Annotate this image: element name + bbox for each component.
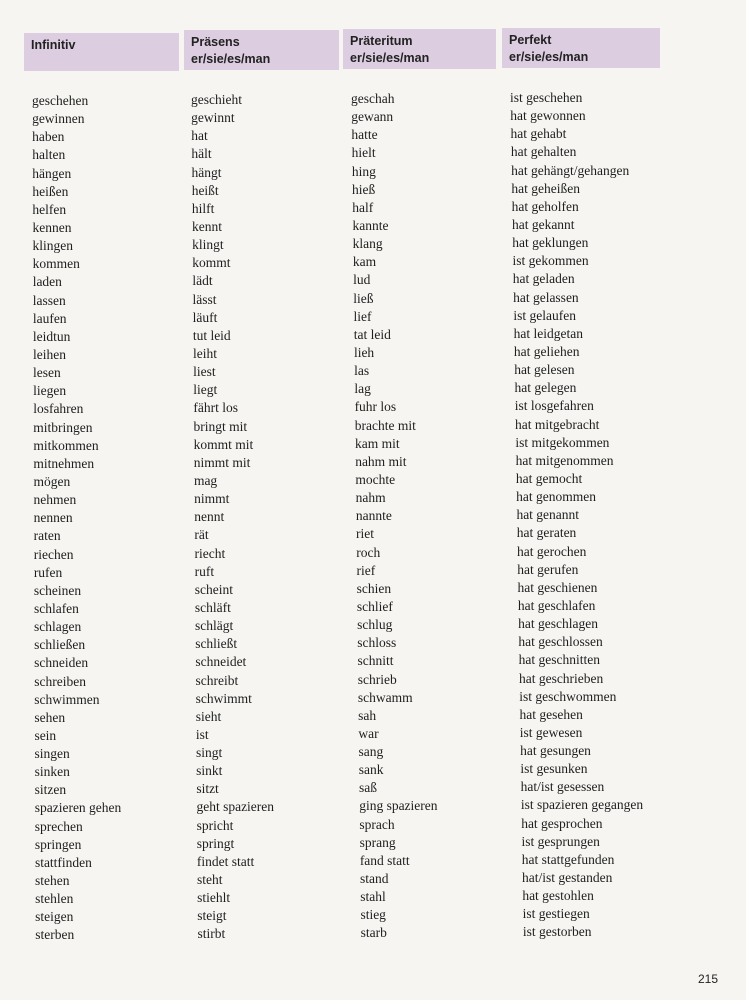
verb-praeteritum-cell: schlief (356, 598, 393, 614)
verb-perfekt-cell: hat geklungen (512, 235, 589, 251)
verb-perfekt-cell: hat gekannt (511, 216, 575, 232)
verb-perfekt-cell: hat stattgefunden (521, 851, 615, 867)
verb-praesens-cell: hält (191, 146, 212, 162)
verb-praeteritum-cell: klang (352, 236, 383, 252)
verb-praeteritum-cell: brachte mit (354, 417, 416, 433)
verb-praeteritum-cell: schlug (357, 617, 393, 633)
verb-infinitiv-cell: spazieren gehen (34, 800, 122, 816)
verb-praeteritum-cell: nahm mit (355, 453, 407, 469)
verb-infinitiv-cell: schneiden (34, 655, 89, 671)
verb-infinitiv-cell: geschehen (32, 93, 89, 108)
verb-perfekt-cell: hat gelegen (514, 380, 577, 396)
header-praesens-label: Präsens (191, 35, 240, 49)
verb-infinitiv-cell: halten (32, 147, 66, 163)
verb-praesens-cell: stirbt (197, 926, 226, 942)
verb-praesens-cell: kommt (192, 255, 231, 271)
verb-infinitiv-cell: mitbringen (33, 419, 93, 435)
verb-praesens-cell: steht (197, 872, 223, 888)
verb-perfekt-cell: hat leidgetan (513, 325, 583, 341)
header-praesens-sub: er/sie/es/man (191, 52, 271, 66)
verb-praesens-cell: gewinnt (191, 110, 235, 126)
verb-infinitiv-cell: nehmen (33, 492, 77, 508)
verb-praesens-cell: nimmt (194, 491, 230, 507)
verb-praeteritum-cell: sang (358, 744, 384, 760)
verb-perfekt-cell: hat gehabt (510, 126, 567, 142)
verb-praeteritum-cell: kam (352, 254, 377, 270)
verb-praesens-cell: hilft (191, 200, 215, 216)
verb-praeteritum-cell: las (354, 363, 370, 379)
verb-praeteritum-cell: geschah (351, 91, 395, 106)
verb-perfekt-cell: ist gesunken (520, 761, 588, 777)
verb-praeteritum-cell: stahl (360, 889, 386, 905)
verb-perfekt-cell: hat geschienen (517, 579, 598, 595)
verb-praesens-cell: ist (195, 726, 209, 742)
verb-praesens-cell: sinkt (196, 763, 223, 779)
verb-praeteritum-cell: schloss (357, 635, 397, 651)
verb-infinitiv-cell: schlafen (33, 600, 79, 616)
verb-praesens-cell: klingt (192, 237, 224, 253)
verb-praesens-cell: ruft (194, 563, 215, 579)
header-praeteritum-label: Präteritum (350, 34, 413, 48)
verb-perfekt-cell: hat gelesen (514, 362, 575, 378)
verb-infinitiv-cell: hängen (32, 165, 72, 181)
header-perfekt-sub: er/sie/es/man (509, 50, 589, 64)
verb-infinitiv-cell: schwimmen (34, 691, 100, 707)
verb-praesens-cell: liegt (193, 382, 218, 398)
verb-perfekt-cell: ist mitgekommen (515, 434, 610, 450)
verb-praesens-cell: springt (196, 835, 235, 851)
verb-infinitiv-cell: leihen (32, 346, 66, 362)
verb-praesens-cell: schwimmt (195, 690, 252, 706)
verb-perfekt-cell: ist gestorben (522, 924, 592, 940)
verb-praeteritum-cell: ließ (353, 290, 374, 306)
verb-praesens-cell: hat (191, 128, 208, 144)
verb-perfekt-cell: hat gemocht (515, 470, 583, 486)
verb-praeteritum-cell: tat leid (353, 326, 391, 342)
verb-perfekt-cell: hat genommen (516, 489, 597, 505)
verb-infinitiv-cell: stehen (35, 873, 70, 889)
verb-praesens-cell: liest (193, 364, 216, 380)
verb-infinitiv-cell: leidtun (32, 328, 71, 344)
verb-praeteritum-cell: schien (356, 580, 392, 596)
column-infinitiv (32, 92, 121, 945)
verb-praeteritum-cell: roch (356, 544, 381, 560)
verb-perfekt-cell: ist geschehen (510, 90, 583, 105)
verb-praesens-cell: singt (196, 745, 223, 761)
verb-praesens-cell: schläft (194, 599, 231, 615)
verb-perfekt-cell: hat mitgebracht (515, 416, 600, 432)
verb-infinitiv-cell: scheinen (33, 582, 82, 598)
verb-infinitiv-cell: sein (34, 727, 57, 743)
verb-perfekt-cell: hat geschlossen (518, 634, 603, 650)
verb-perfekt-cell: hat gesungen (520, 743, 591, 759)
verb-praesens-cell: schreibt (195, 672, 239, 688)
verb-praesens-cell: hängt (191, 164, 222, 180)
verb-perfekt-cell: hat gerochen (517, 543, 587, 559)
verb-praesens-cell: spricht (196, 817, 234, 833)
verb-praesens-cell: tut leid (192, 327, 231, 343)
verb-praeteritum-cell: fuhr los (354, 399, 397, 415)
verb-infinitiv-cell: rufen (33, 564, 63, 580)
verb-infinitiv-cell: laufen (32, 310, 67, 326)
verb-praesens-cell: kennt (191, 218, 222, 234)
verb-perfekt-cell: hat gesprochen (521, 815, 603, 831)
verb-praeteritum-cell: sprach (359, 816, 395, 832)
verb-infinitiv-cell: kennen (32, 219, 72, 235)
verb-perfekt-cell: ist gewesen (519, 724, 583, 740)
verb-praeteritum-cell: schrieb (357, 671, 397, 687)
verb-praesens-cell: lädt (192, 273, 213, 289)
header-praeteritum (343, 29, 496, 69)
verb-praeteritum-cell: sprang (359, 834, 396, 850)
verb-infinitiv-cell: helfen (32, 201, 67, 217)
verb-praeteritum-cell: lieh (353, 344, 375, 360)
verb-infinitiv-cell: nennen (33, 510, 73, 526)
verb-praesens-cell: stiehlt (197, 890, 231, 906)
verb-infinitiv-cell: schließen (34, 637, 86, 653)
verb-perfekt-cell: ist spazieren gegangen (520, 797, 644, 813)
verb-praeteritum-cell: rief (356, 562, 376, 578)
verb-infinitiv-cell: springen (34, 836, 82, 852)
verb-perfekt-cell: hat geraten (516, 525, 577, 541)
verb-perfekt-cell: hat geladen (512, 271, 575, 287)
verb-infinitiv-cell: stattfinden (34, 854, 92, 870)
verb-praeteritum-cell: nannte (355, 508, 392, 524)
verb-praeteritum-cell: fand statt (359, 852, 410, 868)
verb-infinitiv-cell: kommen (32, 256, 80, 272)
verb-praeteritum-cell: stieg (360, 907, 386, 923)
verb-praeteritum-cell: stand (360, 871, 389, 887)
verb-infinitiv-cell: heißen (32, 183, 69, 199)
verb-praesens-cell: sieht (195, 708, 222, 724)
verb-perfekt-cell: hat geschlafen (517, 597, 596, 613)
verb-praeteritum-cell: lief (353, 308, 372, 324)
verb-praesens-cell: geschieht (191, 92, 242, 107)
verb-praesens-cell: kommt mit (193, 436, 254, 452)
verb-praeteritum-cell: ging spazieren (359, 798, 438, 814)
verb-infinitiv-cell: raten (33, 528, 61, 544)
header-perfekt-label: Perfekt (509, 33, 552, 47)
verb-praeteritum-cell: hatte (351, 127, 378, 143)
verb-perfekt-cell: hat mitgenommen (515, 452, 614, 468)
verb-praesens-cell: geht spazieren (196, 799, 275, 815)
verb-praeteritum-cell: war (358, 725, 379, 741)
verb-praeteritum-cell: hieß (352, 181, 376, 197)
verb-perfekt-cell: hat geschlagen (518, 616, 598, 632)
verb-praeteritum-cell: sah (358, 707, 377, 723)
verb-praeteritum-cell: starb (360, 925, 387, 941)
verb-infinitiv-cell: gewinnen (32, 111, 85, 127)
verb-praeteritum-cell: hing (351, 163, 376, 179)
verb-infinitiv-cell: haben (32, 129, 65, 145)
verb-infinitiv-cell: sehen (34, 709, 66, 725)
column-praeteritum (351, 90, 438, 943)
verb-praeteritum-cell: hielt (351, 145, 376, 161)
verb-infinitiv-cell: mögen (33, 473, 71, 489)
verb-praeteritum-cell: mochte (355, 471, 396, 487)
verb-praesens-cell: läuft (192, 309, 218, 325)
verb-perfekt-cell: hat gerufen (517, 561, 579, 577)
verb-infinitiv-cell: sitzen (34, 782, 67, 798)
verb-perfekt-cell: hat geschrieben (518, 670, 604, 686)
header-infinitiv-label: Infinitiv (31, 38, 76, 52)
verb-infinitiv-cell: klingen (32, 238, 74, 254)
verb-praeteritum-cell: lag (354, 381, 371, 397)
verb-infinitiv-cell: schreiben (34, 673, 86, 689)
verb-infinitiv-cell: losfahren (33, 401, 84, 417)
verb-infinitiv-cell: schlagen (34, 619, 82, 635)
verb-infinitiv-cell: lassen (32, 292, 66, 308)
verb-praesens-cell: schließt (195, 636, 238, 652)
verb-perfekt-cell: hat gesehen (519, 706, 583, 722)
verb-infinitiv-cell: steigen (35, 909, 74, 925)
verb-praeteritum-cell: kannte (352, 217, 389, 233)
header-perfekt (502, 28, 660, 68)
verb-praesens-cell: steigt (197, 908, 227, 924)
verb-praesens-cell: nimmt mit (193, 454, 251, 470)
verb-infinitiv-cell: liegen (33, 383, 67, 399)
verb-praeteritum-cell: schnitt (357, 653, 394, 669)
verb-praesens-cell: bringt mit (193, 418, 248, 434)
verb-perfekt-cell: hat gehängt/gehangen (511, 162, 630, 178)
verb-praeteritum-cell: sank (358, 762, 384, 778)
verb-infinitiv-cell: mitkommen (33, 437, 99, 453)
verb-praesens-cell: rät (194, 527, 209, 543)
header-praeteritum-sub: er/sie/es/man (350, 51, 430, 65)
verb-perfekt-cell: hat geschnitten (518, 652, 601, 668)
header-praesens (184, 30, 339, 70)
verb-praesens-cell: findet statt (196, 853, 255, 869)
verb-infinitiv-cell: stehlen (35, 891, 74, 907)
verb-infinitiv-cell: mitnehmen (33, 455, 95, 471)
verb-infinitiv-cell: lesen (33, 365, 61, 381)
verb-praeteritum-cell: riet (356, 526, 375, 542)
verb-praesens-cell: schlägt (195, 618, 234, 634)
verb-perfekt-cell: ist gestiegen (522, 906, 590, 922)
verb-infinitiv-cell: sprechen (34, 818, 83, 834)
verb-praeteritum-cell: saß (358, 780, 377, 796)
verb-praeteritum-cell: half (352, 199, 374, 215)
page-number: 215 (697, 972, 718, 986)
verb-perfekt-cell: ist losgefahren (514, 398, 594, 414)
verb-perfekt-cell: hat gewonnen (510, 108, 586, 124)
verb-praesens-cell: sitzt (196, 781, 219, 797)
verb-perfekt-cell: hat/ist gestanden (522, 870, 613, 886)
verb-perfekt-cell: hat/ist gesessen (520, 779, 605, 795)
verb-infinitiv-cell: laden (32, 274, 62, 290)
verb-perfekt-cell: hat gehalten (510, 144, 577, 160)
verb-praeteritum-cell: schwamm (357, 689, 413, 705)
verb-perfekt-cell: ist gesprungen (521, 833, 600, 849)
verb-praesens-cell: fährt los (193, 400, 238, 416)
verb-praesens-cell: heißt (191, 182, 219, 198)
verb-perfekt-cell: hat geheißen (511, 180, 580, 196)
verb-praesens-cell: schneidet (195, 654, 247, 670)
verb-perfekt-cell: hat gelassen (513, 289, 579, 305)
verb-praesens-cell: riecht (194, 545, 226, 561)
verb-perfekt-cell: hat geholfen (511, 198, 579, 214)
verb-perfekt-cell: ist gekommen (512, 253, 589, 269)
verb-praesens-cell: leiht (192, 345, 217, 361)
verb-infinitiv-cell: sinken (34, 764, 70, 780)
verb-praesens-cell: lässt (192, 291, 217, 307)
verb-infinitiv-cell: sterben (35, 927, 75, 943)
verb-praesens-cell: scheint (194, 581, 234, 597)
verb-praeteritum-cell: kam mit (354, 435, 400, 451)
verb-praeteritum-cell: nahm (355, 490, 386, 506)
verb-perfekt-cell: hat genannt (516, 507, 580, 523)
verb-infinitiv-cell: riechen (33, 546, 74, 562)
verb-perfekt-cell: ist gelaufen (513, 307, 576, 323)
verb-perfekt-cell: hat geliehen (513, 343, 580, 359)
verb-praesens-cell: mag (193, 472, 218, 488)
verb-perfekt-cell: hat gestohlen (522, 888, 594, 904)
column-praesens (191, 91, 274, 944)
verb-infinitiv-cell: singen (34, 746, 70, 762)
column-perfekt (510, 89, 643, 942)
verb-praeteritum-cell: gewann (351, 109, 394, 125)
verb-praeteritum-cell: lud (353, 272, 371, 288)
verb-praesens-cell: nennt (194, 509, 225, 525)
header-infinitiv (24, 33, 179, 71)
verb-perfekt-cell: ist geschwommen (519, 688, 617, 704)
